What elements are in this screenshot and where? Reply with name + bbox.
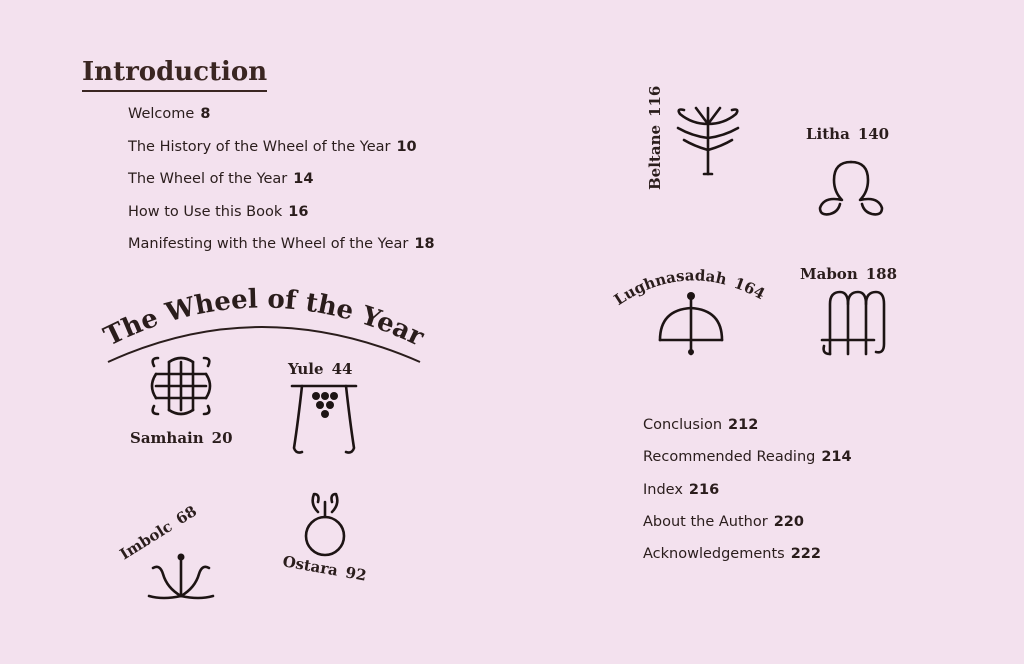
toc-entry-page: 8 bbox=[200, 106, 211, 122]
toc-entry-page: 212 bbox=[728, 417, 759, 433]
sabbat-page: 140 bbox=[857, 125, 890, 143]
toc-entry-conclusion[interactable] bbox=[643, 413, 852, 445]
ostara-egg-icon bbox=[300, 488, 350, 558]
toc-entry-label: Recommended Reading bbox=[643, 449, 816, 466]
lughnasadah-bow-icon bbox=[654, 288, 728, 358]
toc-entry-recommended-reading[interactable] bbox=[643, 445, 852, 477]
sabbat-name: Yule bbox=[288, 360, 324, 378]
toc-entry-page: 220 bbox=[773, 513, 804, 530]
sabbat-label-ostara[interactable] bbox=[278, 550, 378, 600]
toc-entry-label: The Wheel of the Year bbox=[128, 171, 288, 187]
intro-heading: Introduction bbox=[82, 56, 267, 92]
toc-entry-label: Manifesting with the Wheel of the Year bbox=[128, 236, 409, 252]
sabbat-name: Ostara bbox=[281, 552, 340, 580]
sabbat-page: 92 bbox=[344, 563, 368, 585]
sabbat-page: 164 bbox=[731, 273, 769, 304]
sabbat-label-beltane-text bbox=[646, 86, 664, 190]
sabbat-name: Lughnasadah bbox=[610, 266, 729, 309]
imbolc-sprout-icon bbox=[145, 552, 217, 604]
toc-entry-about-author[interactable] bbox=[643, 510, 852, 542]
sabbat-label-beltane[interactable] bbox=[640, 85, 670, 200]
toc-entry-label: How to Use this Book bbox=[128, 203, 283, 220]
toc-entry-label: Index bbox=[643, 481, 683, 498]
intro-list bbox=[128, 102, 435, 265]
beltane-tree-icon bbox=[672, 104, 744, 178]
sabbat-name: Litha bbox=[806, 125, 850, 143]
sabbat-label-samhain[interactable] bbox=[130, 429, 233, 447]
toc-entry-label: The History of the Wheel of the Year bbox=[128, 138, 391, 155]
sabbat-name: Beltane bbox=[646, 124, 664, 190]
toc-entry-label: Welcome bbox=[128, 106, 195, 122]
sabbat-name: Samhain bbox=[130, 429, 204, 447]
toc-entry-welcome[interactable] bbox=[128, 102, 435, 135]
back-matter-list bbox=[643, 413, 852, 574]
sabbat-name: Imbolc bbox=[116, 517, 176, 564]
toc-entry-label: About the Author bbox=[643, 513, 768, 530]
sabbat-label-mabon[interactable] bbox=[800, 265, 897, 283]
toc-entry-label: Conclusion bbox=[643, 417, 723, 433]
toc-entry-how-to-use[interactable] bbox=[128, 200, 435, 233]
toc-entry-page: 14 bbox=[293, 171, 314, 187]
toc-entry-page: 222 bbox=[790, 546, 821, 563]
sabbat-page: 188 bbox=[865, 265, 898, 283]
toc-entry-history[interactable] bbox=[128, 135, 435, 168]
mabon-harvest-icon bbox=[818, 288, 892, 358]
sabbat-label-ostara-text bbox=[281, 552, 367, 584]
sabbat-name: Mabon bbox=[800, 265, 858, 283]
yule-altar-icon bbox=[288, 382, 360, 456]
wheel-heading bbox=[80, 270, 440, 370]
sabbat-page: 20 bbox=[211, 429, 233, 447]
toc-entry-acknowledgements[interactable] bbox=[643, 542, 852, 574]
toc-entry-page: 10 bbox=[396, 138, 417, 155]
toc-entry-page: 216 bbox=[688, 481, 720, 498]
sabbat-label-litha[interactable] bbox=[806, 125, 889, 143]
samhain-knot-icon bbox=[146, 352, 216, 420]
sabbat-page: 44 bbox=[331, 360, 353, 378]
litha-sun-icon bbox=[814, 156, 888, 220]
sabbat-label-yule[interactable] bbox=[288, 360, 352, 378]
toc-entry-label: Acknowledgements bbox=[643, 546, 785, 563]
toc-entry-index[interactable] bbox=[643, 478, 852, 510]
toc-entry-manifesting[interactable] bbox=[128, 232, 435, 265]
sabbat-page: 116 bbox=[646, 85, 664, 117]
toc-entry-page: 16 bbox=[288, 203, 309, 220]
toc-entry-wheel[interactable] bbox=[128, 167, 435, 200]
toc-entry-page: 18 bbox=[414, 236, 435, 252]
sabbat-page: 68 bbox=[172, 501, 200, 529]
toc-entry-page: 214 bbox=[821, 449, 852, 466]
wheel-heading-text: The Wheel of the Year bbox=[99, 284, 429, 353]
